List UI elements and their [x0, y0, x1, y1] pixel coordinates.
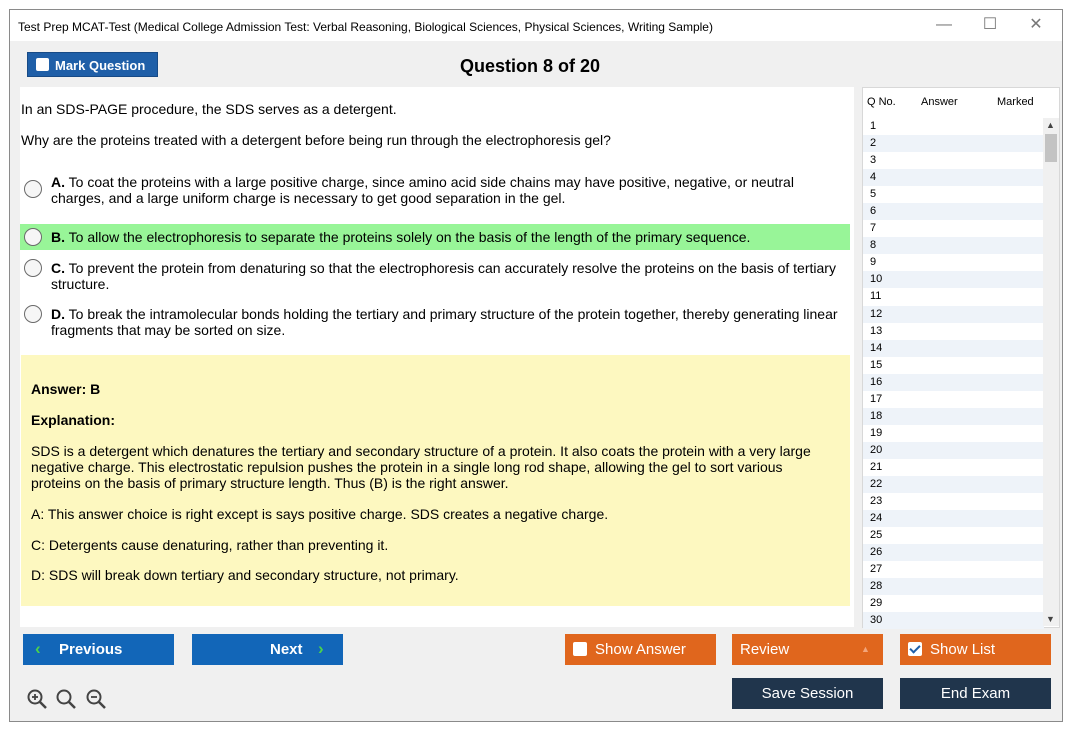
option-b-letter: B.	[51, 229, 65, 245]
chevron-left-icon: ‹	[35, 639, 41, 658]
question-list-row[interactable]: 12	[863, 306, 1044, 323]
question-list-row[interactable]: 2	[863, 135, 1044, 152]
question-list-row[interactable]: 27	[870, 563, 883, 576]
answer-header: Answer	[921, 96, 958, 108]
option-c[interactable]	[20, 258, 850, 292]
question-list-row[interactable]: 25	[870, 529, 883, 542]
question-list-row[interactable]: 14	[863, 340, 1044, 357]
question-list-row[interactable]: 26	[863, 544, 1044, 561]
question-title: Question 8 of 20	[459, 56, 601, 76]
question-list-row[interactable]: 22	[863, 476, 1044, 493]
question-list-row[interactable]: 18	[863, 408, 1044, 425]
question-panel	[20, 87, 854, 627]
explanation-note-c: C: Detergents cause denaturing, rather than preventing it.	[31, 537, 389, 553]
zoom-in-icon[interactable]	[26, 688, 48, 710]
question-list-header	[863, 88, 1059, 116]
option-b-text	[51, 229, 841, 245]
maximize-icon[interactable]: ☐	[982, 16, 998, 33]
review-dropdown[interactable]	[732, 634, 883, 665]
title-bar	[10, 10, 1062, 41]
mark-question-button[interactable]	[27, 52, 158, 77]
scroll-down-icon[interactable]: ▼	[1046, 614, 1055, 624]
end-exam-label: End Exam	[940, 685, 1011, 702]
option-a-letter: A.	[51, 174, 65, 190]
radio-d[interactable]	[24, 305, 42, 323]
question-header	[10, 41, 1062, 87]
scroll-up-icon[interactable]: ▲	[1046, 120, 1055, 130]
question-list-row[interactable]: 16	[863, 374, 1044, 391]
marked-header: Marked	[997, 96, 1034, 108]
radio-b[interactable]	[24, 228, 42, 246]
question-list-row[interactable]: 6	[863, 203, 1044, 220]
question-list-row[interactable]: 11	[870, 290, 882, 303]
scroll-thumb[interactable]	[1045, 134, 1057, 162]
app-window	[9, 9, 1063, 722]
chevron-right-icon: ›	[318, 639, 324, 658]
option-d[interactable]	[20, 304, 850, 338]
question-list-row[interactable]: 8	[863, 237, 1044, 254]
answer-line: Answer: B	[31, 381, 101, 397]
mark-checkbox-icon[interactable]	[36, 58, 49, 71]
option-c-body: To prevent the protein from denaturing so that the electrophoresis can accurately resolve the proteins on the basis of tertiary structure.	[51, 260, 836, 292]
question-list-row[interactable]: 30	[863, 612, 1044, 629]
option-d-body: To break the intramolecular bonds holding the tertiary and primary structure of the protein together, thereby generating linear fragments that may be sorted on size.	[51, 306, 838, 338]
question-list-row[interactable]: 4	[863, 169, 1044, 186]
question-list-scrollbar[interactable]	[1043, 118, 1059, 626]
window-title: Test Prep MCAT-Test (Medical College Admission Test: Verbal Reasoning, Biological Sciences, Physical Sciences, Writing Sample)	[18, 20, 713, 34]
question-list-row[interactable]: 21	[870, 460, 883, 473]
option-d-letter: D.	[51, 306, 65, 322]
end-exam-button[interactable]	[900, 678, 1051, 709]
option-c-letter: C.	[51, 260, 65, 276]
save-session-button[interactable]	[732, 678, 883, 709]
close-icon[interactable]: ✕	[1029, 16, 1043, 33]
question-list-row[interactable]: 20	[863, 442, 1044, 459]
question-list-row[interactable]: 15	[870, 358, 883, 371]
question-list-rows	[863, 118, 1044, 629]
explanation-text: SDS is a detergent which denatures the tertiary and secondary structure of a protein. It also coats the protein with a very large negative charge. This electrostatic repulsion pushes the protein in a single long rod shape, allowing the gel to sort various proteins on the basis of primary structure length. Thus (B) is the right answer.	[31, 443, 811, 491]
question-prompt: Why are the proteins treated with a detergent before being run through the electrophoresis gel?	[21, 132, 611, 148]
option-a[interactable]	[20, 173, 850, 207]
question-list-row[interactable]: 5	[870, 188, 877, 201]
radio-c[interactable]	[24, 259, 42, 277]
show-list-button[interactable]	[900, 634, 1051, 665]
question-list-row[interactable]: 9	[870, 256, 877, 269]
option-b[interactable]	[20, 224, 850, 250]
previous-button[interactable]	[23, 634, 174, 665]
next-label: Next	[270, 641, 303, 658]
option-b-body: To allow the electrophoresis to separate the proteins solely on the basis of the length of the primary sequence.	[68, 229, 751, 245]
question-list-row[interactable]: 29	[870, 597, 883, 610]
radio-a[interactable]	[24, 180, 42, 198]
explanation-note-d: D: SDS will break down tertiary and secondary structure, not primary.	[31, 567, 459, 583]
show-answer-button[interactable]	[565, 634, 716, 665]
minimize-icon[interactable]: —	[936, 16, 952, 33]
question-list-row[interactable]: 13	[870, 324, 883, 337]
qno-header: Q No.	[867, 96, 896, 108]
question-list	[862, 87, 1060, 628]
zoom-out-icon[interactable]	[85, 688, 107, 710]
question-list-row[interactable]: 19	[870, 426, 883, 439]
zoom-reset-icon[interactable]	[55, 688, 77, 710]
next-button[interactable]	[192, 634, 343, 665]
question-list-row[interactable]: 3	[870, 154, 877, 167]
explanation-note-a: A: This answer choice is right except is says positive charge. SDS creates a negative charge.	[31, 506, 609, 522]
question-stem: In an SDS-PAGE procedure, the SDS serves as a detergent.	[21, 101, 397, 117]
question-list-row[interactable]: 1	[870, 120, 877, 132]
previous-label: Previous	[59, 641, 123, 658]
question-list-row[interactable]: 28	[863, 578, 1044, 595]
question-list-row[interactable]: 17	[870, 392, 883, 405]
question-list-row[interactable]: 7	[870, 222, 877, 235]
show-list-checkbox-icon[interactable]	[908, 642, 922, 656]
explanation-heading: Explanation:	[31, 412, 116, 428]
chevron-down-icon: ▲	[861, 644, 870, 654]
show-list-label: Show List	[930, 641, 996, 658]
option-a-text	[51, 174, 841, 206]
question-list-row[interactable]: 23	[870, 495, 883, 508]
show-answer-label: Show Answer	[595, 641, 686, 658]
save-session-label: Save Session	[761, 685, 854, 702]
answer-explanation-panel	[21, 355, 850, 606]
option-a-body: To coat the proteins with a large positive charge, since amino acid side chains may have positive, negative, or neutral charges, and a large uniform charge is necessary to get good separation in the gel.	[51, 174, 794, 206]
mark-question-label: Mark Question	[55, 58, 146, 73]
question-list-row[interactable]: 24	[863, 510, 1044, 527]
option-c-text	[51, 260, 841, 292]
option-d-text	[51, 306, 841, 338]
question-list-row[interactable]: 10	[863, 271, 1044, 288]
show-answer-checkbox-icon[interactable]	[573, 642, 587, 656]
review-label: Review	[740, 641, 790, 658]
